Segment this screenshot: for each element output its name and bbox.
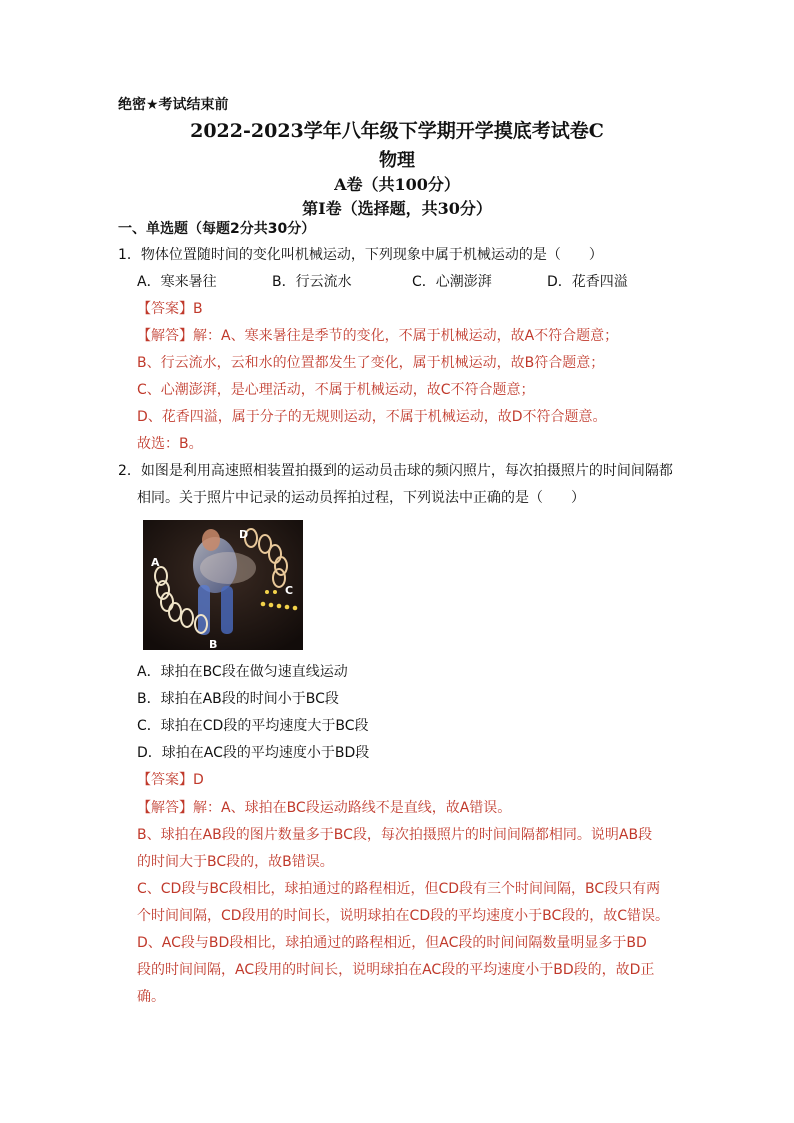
q1-analysis-line: 故选：B。 [137, 436, 203, 452]
exam-title: 2022-2023学年八年级下学期开学摸底考试卷C [190, 120, 604, 142]
q1-answer [137, 299, 203, 319]
q1-analysis-line: B、行云流水，云和水的位置都发生了变化，属于机械运动，故B符合题意； [137, 355, 605, 371]
photo-label-c: C [285, 584, 294, 597]
answer-tag: 【答案】 [137, 301, 193, 317]
photo-label-b: B [209, 638, 218, 650]
q2-answer [137, 770, 204, 790]
q1-option-d: D．花香四溢 [547, 274, 628, 290]
q1-option-c: C．心潮澎湃 [412, 274, 492, 290]
q2-analysis-line: 个时间间隔，CD段用的时间长，说明球拍在CD段的平均速度小于BC段的，故C错误。 [137, 908, 670, 924]
q1-analysis-line: D、花香四溢，属于分子的无规则运动，不属于机械运动，故D不符合题意。 [137, 409, 607, 425]
analysis-text: 解：A、球拍在BC段运动路线不是直线，故A错误。 [193, 800, 512, 816]
section-heading: 一、单选题（每题2分共30分） [118, 221, 316, 237]
answer-value: D [193, 772, 204, 788]
analysis-text: 解：A、寒来暑往是季节的变化，不属于机械运动，故A不符合题意； [193, 328, 619, 344]
paper-title: A卷（共100分） [334, 175, 460, 194]
q2-analysis-line: C、CD段与BC段相比，球拍通过的路程相近，但CD段有三个时间间隔，BC段只有两 [137, 881, 661, 897]
confidential-label: 绝密★考试结束前 [118, 97, 229, 113]
answer-value: B [193, 301, 203, 317]
q2-option-d: D．球拍在AC段的平均速度小于BD段 [137, 745, 370, 761]
q1-stem: 1．物体位置随时间的变化叫机械运动，下列现象中属于机械运动的是（ ） [118, 247, 603, 263]
subject-title: 物理 [379, 150, 415, 171]
photo-label-a: A [151, 556, 160, 569]
analysis-tag: 【解答】 [137, 328, 193, 344]
q1-analysis-line [137, 326, 618, 346]
q2-option-b: B．球拍在AB段的时间小于BC段 [137, 691, 339, 707]
q2-analysis-line [137, 798, 511, 818]
q2-analysis-line: D、AC段与BD段相比，球拍通过的路程相近，但AC段的时间间隔数量明显多于BD [137, 935, 647, 951]
q1-option-b: B．行云流水 [272, 274, 352, 290]
q2-stem-line: 相同。关于照片中记录的运动员挥拍过程，下列说法中正确的是（ ） [137, 490, 585, 506]
q2-option-c: C．球拍在CD段的平均速度大于BC段 [137, 718, 369, 734]
part-title: 第Ⅰ卷（选择题，共30分） [302, 199, 492, 218]
tennis-swing-image [143, 520, 303, 650]
q2-option-a: A．球拍在BC段在做匀速直线运动 [137, 664, 348, 680]
analysis-tag: 【解答】 [137, 800, 193, 816]
q2-analysis-line: 确。 [137, 989, 165, 1005]
q2-analysis-line: 的时间大于BC段的，故B错误。 [137, 854, 334, 870]
q2-analysis-line: 段的时间间隔，AC段用的时间长，说明球拍在AC段的平均速度小于BD段的，故D正 [137, 962, 655, 978]
q2-stem-line: 2．如图是利用高速照相装置拍摄到的运动员击球的频闪照片，每次拍摄照片的时间间隔都 [118, 463, 673, 479]
photo-label-d: D [239, 528, 249, 541]
answer-tag: 【答案】 [137, 772, 193, 788]
q1-analysis-line: C、心潮澎湃，是心理活动，不属于机械运动，故C不符合题意； [137, 382, 535, 398]
stroboscopic-photo [143, 520, 303, 650]
q1-option-a: A．寒来暑往 [137, 274, 217, 290]
q2-analysis-line: B、球拍在AB段的图片数量多于BC段，每次拍摄照片的时间间隔都相同。说明AB段 [137, 827, 653, 843]
